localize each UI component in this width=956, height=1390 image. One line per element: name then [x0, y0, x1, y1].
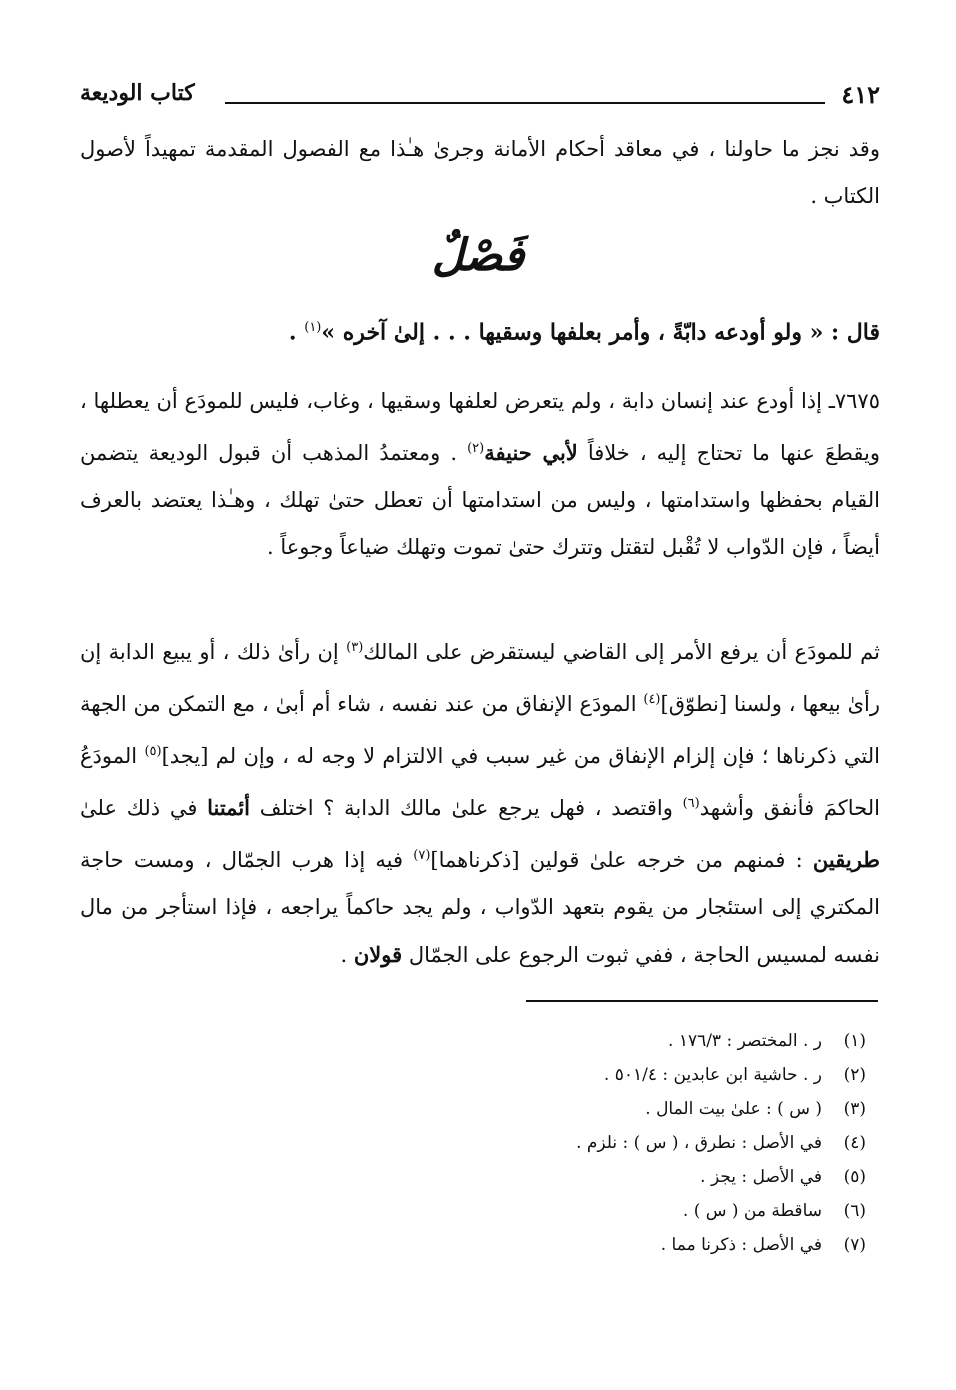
para-then-text-2: إن رأىٰ ذلك ، أو يبيع الدابة إن رأىٰ بيعها ، ولسنا [نطوّق] — [80, 640, 880, 716]
footnote-item — [266, 1160, 866, 1194]
footnote-ref-5: (٥) — [144, 744, 162, 759]
footnotes-list — [266, 1024, 866, 1262]
para-7675-text-1: ٧٦٧٥ـ إذا أودع عند إنسان دابة ، ولم يتعرض لعلفها وسقيها ، وغاب، فليس للمودَع أن يعطلها ، ويقطعَ عنها ما تحتاج إليه ، خلافاً — [80, 389, 880, 465]
footnote-number: (١) — [843, 1031, 866, 1051]
footnote-text: ساقطة من ( س ) . — [682, 1201, 822, 1221]
bold-term-tariqayn: طريقين — [812, 847, 881, 872]
para-then-text-8: فيه إذا هرب الجمّال ، ومست حاجة المكتري إلى استئجار من يقوم بتعهد الدّواب ، ولم يجد حاكماً يراجعه ، فإذا استأجر من مال نفسه لمسيس الحاجة ، ففي ثبوت الرجوع على الجمّال — [80, 848, 880, 967]
page-header — [80, 80, 880, 110]
book-title: كتاب الوديعة — [80, 80, 195, 106]
footnote-separator — [526, 1000, 878, 1002]
footnote-ref-2: (٢) — [467, 441, 485, 456]
footnote-text: في الأصل : ذكرنا مما . — [660, 1235, 822, 1255]
footnote-number: (٦) — [843, 1201, 866, 1221]
footnote-text: في الأصل : يجز . — [700, 1167, 822, 1187]
paragraph-7675 — [80, 378, 880, 571]
footnote-number: (٤) — [843, 1133, 866, 1153]
footnote-number: (٧) — [843, 1235, 866, 1255]
para-then-text-9: . — [340, 943, 354, 967]
para-then-text-3: المودَع الإنفاق من عند نفسه ، شاء أم أبىٰ ، مع التمكن من الجهة التي ذكرناها ؛ فإن إلزام الإنفاق من غير سبب في الالتزام لا وجه له ، وإن لم [يجد] — [80, 692, 880, 768]
para-then-text-1: ثم للمودَع أن يرفع الأمر إلى القاضي ليستقرض على المالك — [363, 640, 880, 664]
para-then-text-4: المودَعُ الحاكمَ فأنفق وأشهد — [80, 744, 880, 820]
bold-term-qawlan: قولان — [353, 942, 403, 967]
quoted-text: قال : « ولو أودعه دابّةً ، وأمر بعلفها وسقيها . . . إلىٰ آخره » — [321, 319, 880, 346]
footnote-item — [266, 1126, 866, 1160]
footnote-item — [266, 1092, 866, 1126]
quoted-statement — [289, 310, 880, 350]
footnote-item — [266, 1024, 866, 1058]
header-rule — [225, 102, 825, 104]
footnote-ref-1: (١) — [304, 320, 322, 335]
footnote-ref-4: (٤) — [643, 692, 661, 707]
footnote-text: ر . حاشية ابن عابدين : ٥٠١/٤ . — [603, 1065, 822, 1085]
footnote-ref-3: (٣) — [346, 640, 364, 655]
para-then-text-6: في ذلك علىٰ — [80, 796, 208, 820]
intro-paragraph: وقد نجز ما حاولنا ، في معاقد أحكام الأمانة وجرىٰ هـٰذا مع الفصول المقدمة تمهيداً لأصول الكتاب . — [80, 137, 880, 208]
quoted-end: . — [288, 319, 305, 346]
footnote-text: ( س ) : علىٰ بيت المال . — [645, 1099, 822, 1119]
footnote-number: (٣) — [843, 1099, 866, 1119]
page-number: ٤١٢ — [841, 80, 880, 109]
para-then-text-7: : فمنهم من خرجه علىٰ قولين [ذكرناهما] — [430, 848, 813, 872]
footnote-ref-7: (٧) — [413, 848, 431, 863]
footnote-number: (٢) — [843, 1065, 866, 1085]
footnote-item — [266, 1228, 866, 1262]
footnote-text: في الأصل : نطرق ، ( س ) : نلزم . — [576, 1133, 822, 1153]
footnote-item — [266, 1194, 866, 1228]
section-heading: فَصْلٌ — [431, 230, 525, 281]
para-then-text-5: واقتصد ، فهل يرجع علىٰ مالك الدابة ؟ اختلف — [250, 796, 683, 820]
footnote-item — [266, 1058, 866, 1092]
footnote-ref-6: (٦) — [682, 796, 700, 811]
para-7675-text-2: . ومعتمدُ المذهب أن قبول الوديعة يتضمن القيام بحفظها واستدامتها ، وليس من استدامتها أن تعطل حتىٰ تهلك ، وهـٰذا يعتضد بالعرف أيضاً ، فإن الدّواب لا تُقْبل لتقتل وتترك حتىٰ تموت وتهلك ضياعاً وجوعاً . — [80, 441, 880, 559]
author-name-abu-hanifa: لأبي حنيفة — [484, 440, 578, 465]
bold-term-aimmatuna: أئمتنا — [207, 795, 251, 820]
paragraph-then — [80, 624, 880, 979]
footnote-number: (٥) — [843, 1167, 866, 1187]
footnote-text: ر . المختصر : ١٧٦/٣ . — [668, 1031, 822, 1051]
